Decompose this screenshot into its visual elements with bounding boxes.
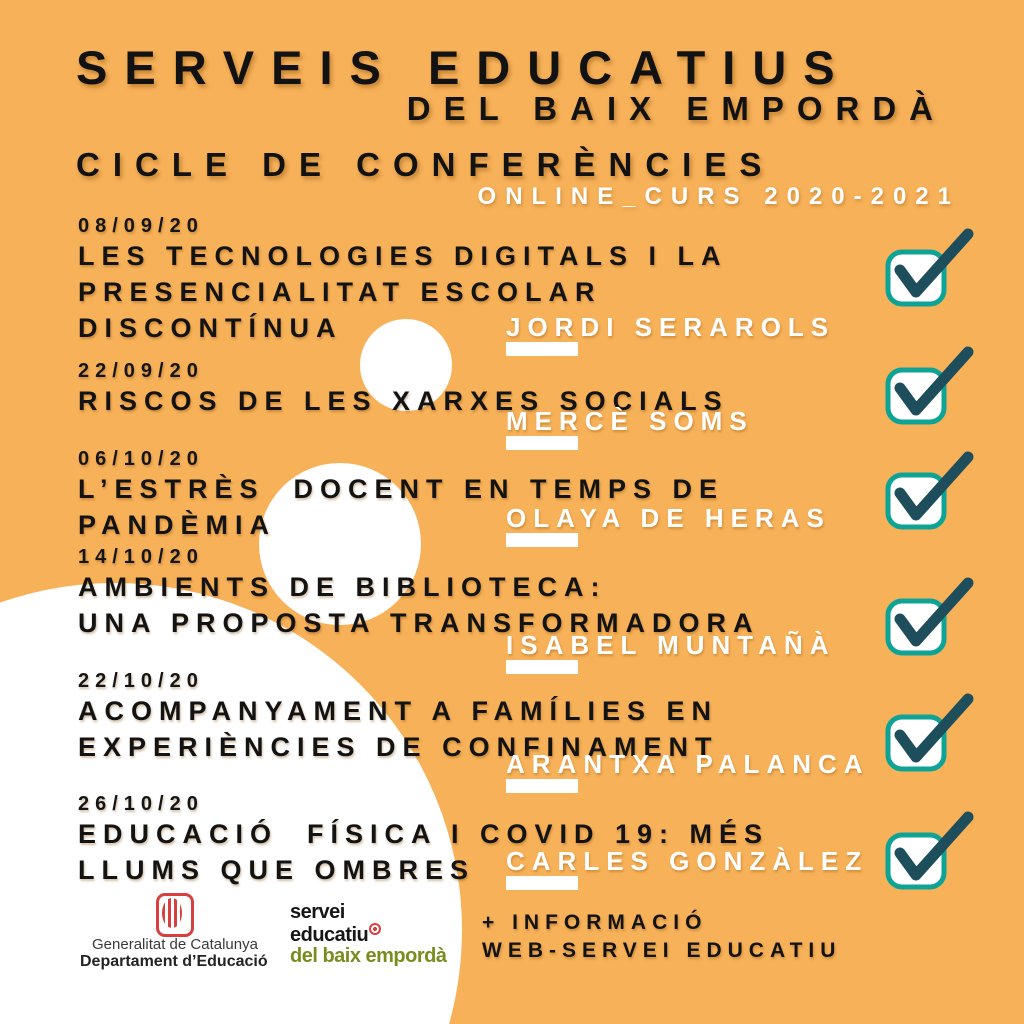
conference-title-line: EDUCACIÓ FÍSICA I COVID 19: MÉS	[78, 819, 770, 849]
conference-title-line: EXPERIÈNCIES DE CONFINAMENT	[78, 732, 719, 762]
speaker-underline	[506, 660, 578, 674]
conference-speaker: MERCÈ SOMS	[506, 406, 754, 436]
conference-date: 22/09/20	[78, 360, 204, 382]
conference-speaker: CARLES GONZÀLEZ	[506, 846, 869, 876]
checkbox-checked-icon	[884, 809, 976, 893]
conference-date: 26/10/20	[78, 793, 204, 815]
speaker-underline	[506, 436, 578, 450]
conference-speaker: ISABEL MUNTAÑÀ	[506, 630, 836, 660]
conference-title-line: RISCOS DE LES XARXES SOCIALS	[78, 386, 729, 416]
more-info-line2: WEB-SERVEI EDUCATIU	[482, 939, 842, 962]
conference-title-line: PRESENCIALITAT ESCOLAR	[78, 277, 602, 307]
checkbox-checked-icon	[884, 691, 976, 775]
servei-educatiu-logo-word: educatiu	[290, 924, 369, 946]
more-info-line1: + INFORMACIÓ	[482, 911, 708, 934]
poster-title-line1: SERVEIS EDUCATIUS	[76, 41, 852, 94]
checkbox-checked-icon	[884, 575, 976, 659]
conference-title-line: DISCONTÍNUA	[78, 313, 343, 343]
conference-speaker: JORDI SERAROLS	[506, 312, 836, 342]
speaker-underline	[506, 342, 578, 356]
conference-date: 06/10/20	[78, 448, 204, 470]
poster-subtitle: CICLE DE CONFERÈNCIES	[76, 146, 775, 183]
checkbox-checked-icon	[884, 344, 976, 428]
generalitat-senyera-icon	[156, 893, 194, 937]
conference-title-line: L’ESTRÈS DOCENT EN TEMPS DE	[78, 474, 725, 504]
speaker-underline	[506, 876, 578, 890]
conference-date: 14/10/20	[78, 546, 204, 568]
gencat-logo-text-line2: Departament d’Educació	[80, 953, 268, 970]
senyera-stripes	[162, 898, 182, 928]
checkbox-checked-icon	[884, 226, 976, 310]
gencat-logo-text-line1: Generalitat de Catalunya	[92, 936, 258, 953]
conference-speaker: OLAYA DE HERAS	[506, 503, 831, 533]
conference-title-line: LLUMS QUE OMBRES	[78, 855, 476, 885]
servei-educatiu-mark-icon	[369, 923, 381, 935]
checkbox-checked-icon	[884, 449, 976, 533]
servei-educatiu-logo-line3: del baix empordà	[290, 945, 447, 967]
conference-title-line: LES TECNOLOGIES DIGITALS I LA	[78, 241, 728, 271]
poster-title-line2: DEL BAIX EMPORDÀ	[406, 90, 946, 127]
conference-title-line: ACOMPANYAMENT A FAMÍLIES EN	[78, 696, 719, 726]
conference-date: 08/09/20	[78, 215, 204, 237]
speaker-underline	[506, 533, 578, 547]
conference-title-line: UNA PROPOSTA TRANSFORMADORA	[78, 608, 760, 638]
conference-title-line: AMBIENTS DE BIBLIOTECA:	[78, 572, 607, 602]
speaker-underline	[506, 779, 578, 793]
conference-date: 22/10/20	[78, 670, 204, 692]
poster-edition: ONLINE_CURS 2020-2021	[477, 183, 960, 210]
servei-educatiu-logo-line1: servei	[290, 901, 345, 923]
conference-speaker: ARANTXA PALANCA	[506, 749, 870, 779]
servei-educatiu-logo-line2	[290, 923, 381, 947]
conference-title-line: PANDÈMIA	[78, 510, 277, 540]
